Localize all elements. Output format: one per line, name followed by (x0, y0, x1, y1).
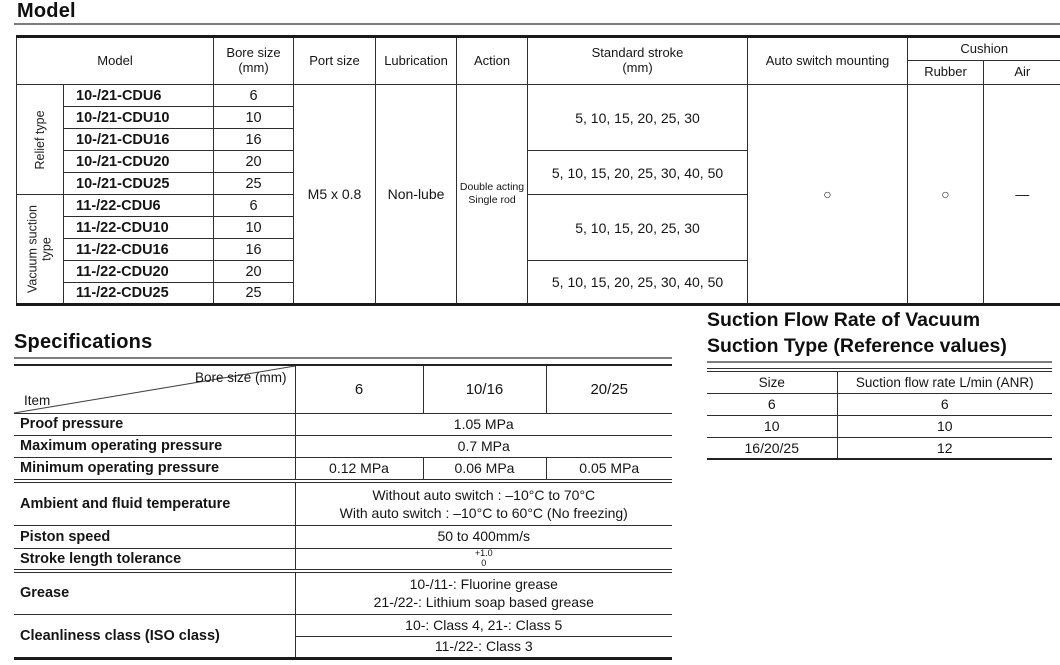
model-cell: 10-/21-CDU6 (64, 85, 214, 107)
model-cell: 11-/22-CDU16 (64, 239, 214, 261)
air-dash-mark: — (984, 85, 1060, 305)
table-row (17, 85, 1060, 107)
stroke-cell: 5, 10, 15, 20, 25, 30 (528, 85, 748, 151)
header-cushion: Cushion (908, 37, 1060, 61)
header-lubrication: Lubrication (376, 37, 457, 85)
stroke-cell: 5, 10, 15, 20, 25, 30 (528, 195, 748, 261)
spec-label: Proof pressure (14, 413, 295, 435)
spec-value: 50 to 400mm/s (295, 525, 672, 548)
model-section-title: Model (17, 0, 76, 22)
size-cell: 16/20/25 (707, 437, 837, 459)
flow-cell: 12 (837, 437, 1052, 459)
model-cell: 11-/22-CDU6 (64, 195, 214, 217)
header-cushion-air: Air (984, 61, 1060, 85)
flow-cell: 10 (837, 415, 1052, 437)
model-cell: 10-/21-CDU25 (64, 173, 214, 195)
spec-label: Maximum operating pressure (14, 435, 295, 457)
model-cell: 11-/22-CDU25 (64, 283, 214, 305)
bore-cell: 25 (214, 173, 294, 195)
specifications-table (14, 364, 672, 660)
table-row (707, 437, 1052, 459)
table-row (14, 571, 672, 614)
header-port-size: Port size (294, 37, 376, 85)
table-row (14, 435, 672, 457)
header-bore-size: Bore size (mm) (214, 37, 294, 85)
model-cell: 11-/22-CDU20 (64, 261, 214, 283)
bore-cell: 10 (214, 107, 294, 129)
spec-value: 0.7 MPa (295, 435, 672, 457)
header-model: Model (17, 37, 214, 85)
table-row (707, 415, 1052, 437)
lubrication-cell: Non-lube (376, 85, 457, 305)
tolerance-lower: 0 (481, 557, 487, 568)
spec-value: 0.05 MPa (546, 457, 672, 481)
model-cell: 10-/21-CDU10 (64, 107, 214, 129)
size-cell: 6 (707, 393, 837, 415)
table-row (14, 457, 672, 481)
bore-cell: 20 (214, 261, 294, 283)
table-row (14, 413, 672, 435)
group-label-vacuum-suction-type: Vacuum suction type (17, 195, 64, 305)
spec-col-10-16: 10/16 (423, 365, 546, 413)
diagonal-header-cell (14, 365, 295, 413)
suction-title-rule (707, 361, 1052, 363)
spec-col-6: 6 (295, 365, 423, 413)
table-row (14, 525, 672, 548)
specifications-title-rule (14, 357, 672, 359)
header-flow-rate: Suction flow rate L/min (ANR) (837, 370, 1052, 393)
model-title-rule (14, 23, 1060, 25)
model-cell: 11-/22-CDU10 (64, 217, 214, 239)
suction-flow-table (707, 368, 1052, 460)
spec-value: 10-/11-: Fluorine grease 21-/22-: Lithium soap based grease (295, 571, 672, 614)
bore-cell: 6 (214, 195, 294, 217)
bore-cell: 6 (214, 85, 294, 107)
specifications-section-title: Specifications (14, 331, 153, 353)
port-size-cell: M5 x 0.8 (294, 85, 376, 305)
action-cell: Double acting Single rod (457, 85, 528, 305)
bore-size-label: Bore size (mm) (194, 370, 287, 385)
bore-cell: 25 (214, 283, 294, 305)
spec-label: Piston speed (14, 525, 295, 548)
item-label: Item (24, 392, 51, 408)
header-size: Size (707, 370, 837, 393)
bore-cell: 16 (214, 239, 294, 261)
table-row (14, 548, 672, 571)
table-row (14, 614, 672, 636)
spec-value (295, 548, 672, 571)
spec-value: Without auto switch : –10°C to 70°C With auto switch : –10°C to 60°C (No freezing) (295, 481, 672, 525)
group-label-relief-type: Relief type (17, 85, 64, 195)
model-table (16, 35, 1060, 306)
rubber-circle-mark: ○ (908, 85, 984, 305)
stroke-cell: 5, 10, 15, 20, 25, 30, 40, 50 (528, 151, 748, 195)
spec-value: 0.12 MPa (295, 457, 423, 481)
bore-cell: 20 (214, 151, 294, 173)
stroke-cell: 5, 10, 15, 20, 25, 30, 40, 50 (528, 261, 748, 305)
model-cell: 10-/21-CDU20 (64, 151, 214, 173)
model-cell: 10-/21-CDU16 (64, 129, 214, 151)
spec-value: 1.05 MPa (295, 413, 672, 435)
suction-section-title: Suction Flow Rate of Vacuum Suction Type (Reference values) (707, 309, 1007, 357)
header-cushion-rubber: Rubber (908, 61, 984, 85)
spec-value: 11-/22-: Class 3 (295, 636, 672, 658)
spec-value: 10-: Class 4, 21-: Class 5 (295, 614, 672, 636)
spec-label: Minimum operating pressure (14, 457, 295, 481)
spec-label: Stroke length tolerance (14, 548, 295, 571)
spec-value: 0.06 MPa (423, 457, 546, 481)
header-action: Action (457, 37, 528, 85)
header-standard-stroke: Standard stroke (mm) (528, 37, 748, 85)
size-cell: 10 (707, 415, 837, 437)
spec-label: Cleanliness class (ISO class) (14, 614, 295, 658)
spec-label: Grease (14, 571, 295, 614)
bore-cell: 10 (214, 217, 294, 239)
header-auto-switch-mounting: Auto switch mounting (748, 37, 908, 85)
table-row (707, 393, 1052, 415)
spec-col-20-25: 20/25 (546, 365, 672, 413)
flow-cell: 6 (837, 393, 1052, 415)
spec-label: Ambient and fluid temperature (14, 481, 295, 525)
auto-switch-circle-mark: ○ (748, 85, 908, 305)
table-row (14, 481, 672, 525)
tolerance-upper: +1.0 (474, 547, 493, 558)
bore-cell: 16 (214, 129, 294, 151)
